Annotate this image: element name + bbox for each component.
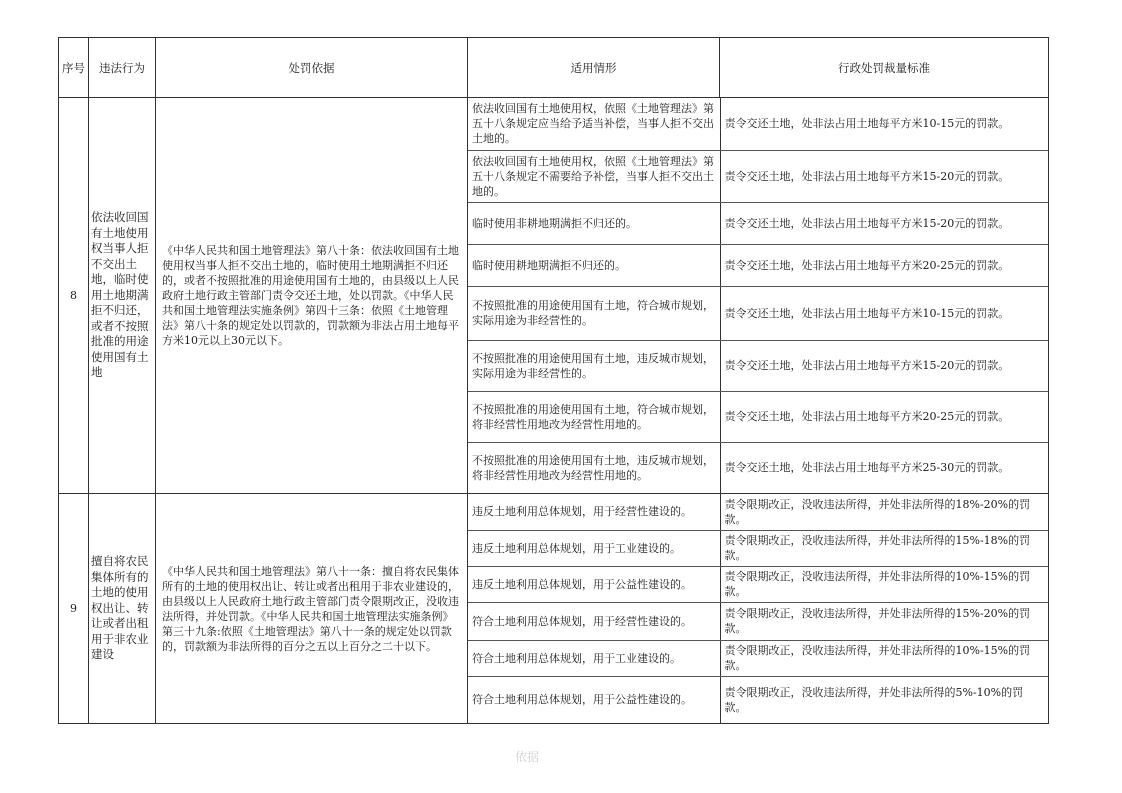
table-row: [59, 98, 1049, 494]
standard-cell: 责令交还土地，处非法占用土地每平方米10-15元的罚款。: [720, 98, 1049, 150]
header-seq: 序号: [59, 38, 89, 98]
table-row: [468, 530, 1049, 566]
standard-cell: 责令限期改正，没收违法所得，并处非法所得的10%-15%的罚款。: [720, 640, 1049, 676]
penalty-table: [58, 37, 1049, 724]
standard-cell: 责令限期改正，没收违法所得，并处非法所得的15%-18%的罚款。: [720, 530, 1049, 566]
standard-cell: 责令交还土地，处非法占用土地每平方米25-30元的罚款。: [724, 461, 1010, 475]
table-row: [468, 640, 1049, 676]
table-row: [468, 442, 1049, 493]
header-standard: 行政处罚裁量标准: [720, 38, 1049, 98]
situation-cell: 违反土地利用总体规划，用于经营性建设的。: [468, 494, 720, 530]
row-violation: 依法收回国有土地使用权当事人拒不交出土地，临时使用土地期满拒不归还，或者不按照批准的用途使用国有土地: [89, 98, 156, 494]
situation-cell: 符合土地利用总体规划，用于经营性建设的。: [468, 602, 720, 640]
table-row: [468, 98, 1049, 150]
standard-cell: 责令交还土地，处非法占用土地每平方米20-25元的罚款。: [720, 244, 1049, 286]
table-row: [468, 602, 1049, 640]
header-basis: 处罚依据: [156, 38, 468, 98]
standard-cell: 责令限期改正，没收违法所得，并处非法所得的15%-20%的罚款。: [720, 602, 1049, 640]
situation-cell: 不按照批准的用途使用国有土地，违反城市规划，实际用途为非经营性的。: [468, 340, 720, 391]
situation-cell: 不按照批准的用途使用国有土地，违反城市规划，将非经营性用地改为经营性用地的。: [468, 442, 720, 493]
situation-cell: 符合土地利用总体规划，用于工业建设的。: [468, 640, 720, 676]
row-violation: 擅自将农民集体所有的土地的使用权出让、转让或者出租用于非农业建设: [89, 494, 156, 724]
table-row: [468, 150, 1049, 202]
standard-cell: 责令限期改正，没收违法所得，并处非法所得的18%-20%的罚款。: [720, 494, 1049, 530]
situation-cell: 符合土地利用总体规划，用于公益性建设的。: [468, 676, 720, 723]
standard-cell: 责令交还土地，处非法占用土地每平方米20-25元的罚款。: [720, 391, 1049, 442]
situation-cell: 不按照批准的用途使用国有土地，符合城市规划，实际用途为非经营性的。: [468, 286, 720, 340]
situation-cell: 违反土地利用总体规划，用于公益性建设的。: [468, 566, 720, 602]
item-table: [468, 98, 1049, 493]
bleed-through-text: 依据: [515, 750, 540, 764]
standard-cell: 责令交还土地，处非法占用土地每平方米15-20元的罚款。: [720, 202, 1049, 244]
header-act: 违法行为: [89, 38, 156, 98]
row-items: [468, 98, 1049, 494]
table-row: [468, 286, 1049, 340]
standard-cell: 责令交还土地，处非法占用土地每平方米15-20元的罚款。: [720, 150, 1049, 202]
header-situation: 适用情形: [468, 38, 720, 98]
row-basis: 《中华人民共和国土地管理法》第八十条：依法收回国有土地使用权当事人拒不交出土地的，临时使用土地期满拒不归还的，或者不按照批准的用途使用国有土地的，由县级以上人民政府土地行政主管部门责令交还土地，处以罚款。《中华人民共和国土地管理法实施条例》第四十三条：依照《土地管理法》第八十条的规定处以罚款的，罚款额为非法占用土地每平方米10元以上30元以下。: [156, 98, 468, 494]
table-row: [468, 676, 1049, 723]
standard-cell: 责令限期改正，没收违法所得，并处非法所得的5%-10%的罚款。: [724, 685, 1024, 714]
standard-cell: 责令交还土地，处非法占用土地每平方米10-15元的罚款。: [720, 286, 1049, 340]
standard-cell: 责令交还土地，处非法占用土地每平方米15-20元的罚款。: [720, 340, 1049, 391]
row-items: [468, 494, 1049, 724]
situation-cell: 依法收回国有土地使用权，依照《土地管理法》第五十八条规定不需要给予补偿，当事人拒不交出土地的。: [468, 150, 720, 202]
item-table: [468, 494, 1049, 723]
table-row: [468, 494, 1049, 530]
table-row: [468, 202, 1049, 244]
table-row: [468, 391, 1049, 442]
table-row: [468, 566, 1049, 602]
table-row: [59, 494, 1049, 724]
table-row: [468, 340, 1049, 391]
situation-cell: 临时使用非耕地期满拒不归还的。: [468, 202, 720, 244]
row-seq: 9: [59, 494, 89, 724]
header-row: [59, 38, 1049, 98]
situation-cell: 不按照批准的用途使用国有土地，符合城市规划，将非经营性用地改为经营性用地的。: [468, 391, 720, 442]
table-row: [468, 244, 1049, 286]
row-basis: 《中华人民共和国土地管理法》第八十一条：擅自将农民集体所有的土地的使用权出让、转让或者出租用于非农业建设的，由县级以上人民政府土地行政主管部门责令限期改正，没收违法所得，并处罚款。《中华人民共和国土地管理法实施条例》第三十九条:依照《土地管理法》第八十一条的规定处以罚款的，罚款额为非法所得的百分之五以上百分之二十以下。: [156, 494, 468, 724]
situation-cell: 依法收回国有土地使用权，依照《土地管理法》第五十八条规定应当给予适当补偿，当事人拒不交出土地的。: [468, 98, 720, 150]
situation-cell: 违反土地利用总体规划，用于工业建设的。: [468, 530, 720, 566]
situation-cell: 临时使用耕地期满拒不归还的。: [468, 244, 720, 286]
row-seq: 8: [59, 98, 89, 494]
standard-cell: 责令限期改正，没收违法所得，并处非法所得的10%-15%的罚款。: [720, 566, 1049, 602]
